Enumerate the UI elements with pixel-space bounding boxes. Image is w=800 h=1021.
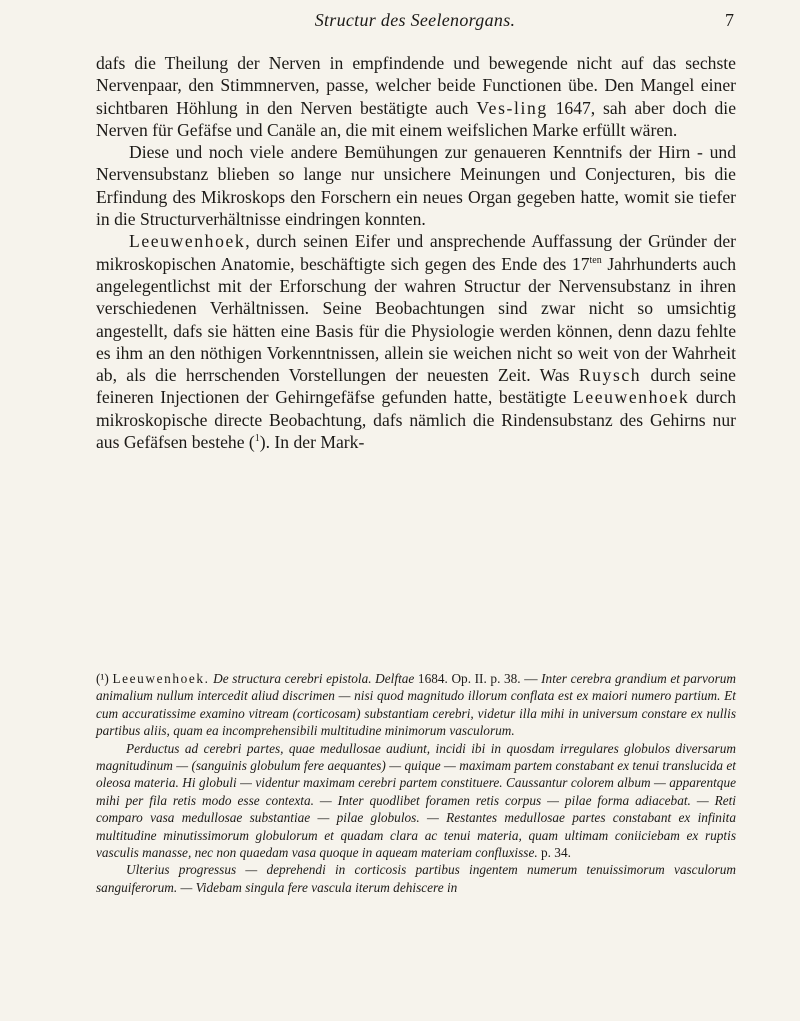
- page-header: [96, 10, 734, 38]
- paragraph-1: [96, 52, 736, 141]
- footnote-1-continued: [96, 861, 736, 896]
- footnote-reference: 1: [254, 433, 260, 445]
- footnote-1-continued: [96, 740, 736, 862]
- person-name: Ves-ling: [476, 97, 548, 118]
- footnote-1: [96, 670, 736, 740]
- paragraph-2: Diese und noch viele andere Bemühungen zur genaueren Kenntnifs der Hirn - und Nervensubstanz blieben so lange nur unsichere Meinungen und Conjecturen, bis die Erfindung des Mikroskops den Forschern ein neues Organ gegeben hatte, womit sie tiefer in die Structurverhältnisse eindringen konnten.: [96, 142, 736, 230]
- latin-quote: Inter cerebra grandium et parvorum animalium nullum intercedit aliud discrimen — nisi quod magnitudo illorum conflata est ex maiori numero partium. Et cum accuratissime examino vitream (corticosam) substantiam cerebri, videtur illa mihi in universum constare ex nullis partibus aliis, quam ea incomprehensibili multitudine minimorum vasculorum.: [96, 671, 737, 739]
- text-run: durch seine feineren Injectionen der Gehirngefäfse gefunden hatte, bestätigte: [96, 365, 736, 408]
- citation-ref: 1684. Op. II. p. 38. —: [414, 671, 542, 686]
- cited-title: De structura cerebri epistola. Delftae: [209, 671, 415, 686]
- person-name: Leeuwenhoek: [129, 231, 246, 252]
- text-run: ). In der Mark-: [259, 432, 365, 453]
- text-run: 1647, sah aber doch die Nerven für Gefäfse und Canäle an, die mit einem weifslichen Marke erfüllt wären.: [96, 97, 737, 140]
- text-run: Jahrhunderts auch angelegentlichst mit der Erforschung der wahren Structur der Nervensubstanz in ihren verschiedenen Verhältnissen. Seine Beobachtungen sind zwar nicht so umsichtig angestellt, dafs sie hätten eine Basis für die Physiologie werden können, denn dazu fehlte es ihm an den nöthigen Vorkenntnissen, allein sie weichen nicht so weit von der Wahrheit ab, als die herrschenden Vorstellungen der neuesten Zeit. Was: [96, 253, 736, 386]
- latin-quote: Perductus ad cerebri partes, quae medullosae audiunt, incidi ibi in quosdam irregulares globulos diversarum magnitudinum — (sanguinis globulum fere aequantes) — quique — maximam partem constabant ex tenui translucida et oleosa materia. Hi globuli — videntur maximam cerebri partem constituere. Caussantur colorem album — apparentque mihi per fila retis modo esse contexta. — Inter quodlibet foramen retis corpus — pilae forma adiacebat. — Reti comparo vasa medullosae substantiae — pilae globulos. — Restantes medullosae partes constabant ex infinita multitudine minutissimorum globulorum et quadam clara ac tenui materia, quam ultimam coniiciebam ex ruptis vasculis manasse, nec non quaedam vasa quoque in aqueam materiam confluxisse.: [96, 740, 736, 861]
- superscript: ten: [589, 254, 602, 266]
- cited-author: Leeuwenhoek.: [112, 671, 210, 686]
- citation-ref: p. 34.: [537, 845, 571, 861]
- latin-quote: Ulterius progressus — deprehendi in corticosis partibus ingentem numerum tenuissimorum vasculorum sanguiferorum. — Videbam singula fere vascula iterum dehiscere in: [96, 862, 736, 895]
- text-run: dafs die Theilung der Nerven in empfindende und bewegende nicht auf das sechste Nervenpaar, den Stimmnerven, passe, welcher beide Functionen übe. Den Mangel einer sichtbaren Höhlung in den Nerven bestätigte auch: [96, 53, 736, 118]
- paragraph-3: [96, 230, 736, 453]
- text-run: , durch seinen Eifer und ansprechende Auffassung der Gründer der mikroskopischen Anatomie, beschäftigte sich gegen des Ende des 17: [96, 231, 736, 274]
- main-text: [96, 52, 736, 453]
- footnotes: [96, 670, 736, 896]
- footnote-mark: (¹): [96, 671, 113, 686]
- text-run: durch mikroskopische directe Beobachtung, dafs nämlich die Rindensubstanz des Gehirns nur aus Gefäfsen bestehe (: [96, 387, 736, 453]
- person-name: Leeuwenhoek: [572, 387, 690, 408]
- person-name: Ruysch: [578, 365, 642, 386]
- page-number: 7: [725, 10, 734, 30]
- running-title: Structur des Seelenorgans.: [314, 10, 516, 30]
